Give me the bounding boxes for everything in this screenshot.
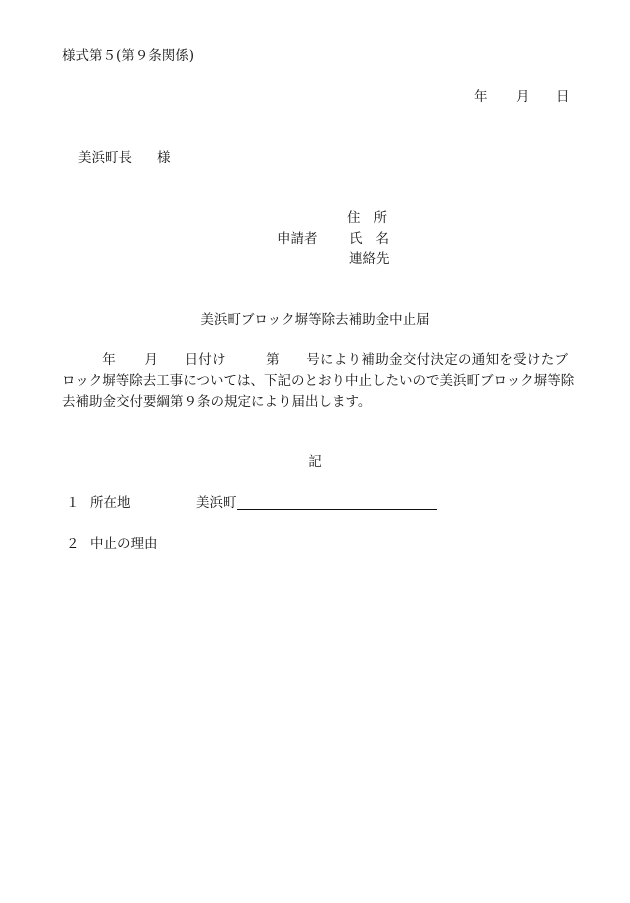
body-line-1-rest: 号により補助金交付決定の通知を受けたブ — [305, 352, 569, 368]
document-title: 美浜町ブロック塀等除去補助金中止届 — [200, 312, 430, 328]
body-year-label: 年 — [102, 352, 117, 368]
body-paragraph — [62, 350, 575, 413]
body-line-2: ロック塀等除去工事については、下記のとおり中止したいので美浜町ブロック塀等除 — [62, 373, 575, 389]
form-number: 様式第５(第９条関係) — [62, 48, 195, 64]
item-1-number: １ — [66, 495, 80, 511]
body-month-label: 月 — [144, 352, 159, 368]
date-year-label: 年 — [474, 89, 488, 105]
applicant-label: 申請者 — [277, 231, 318, 247]
item-2-label: 中止の理由 — [90, 536, 158, 552]
addressee-name: 美浜町長 — [78, 150, 132, 166]
addressee-honorific: 様 — [157, 150, 171, 166]
item-1-town: 美浜町 — [196, 495, 237, 511]
date-day-label: 日 — [556, 89, 570, 105]
item-2-number: ２ — [66, 536, 80, 552]
applicant-address-label: 住所 — [347, 210, 387, 226]
date-month-label: 月 — [516, 89, 530, 105]
item-1-label: 所在地 — [90, 495, 131, 511]
body-dai-label: 第 — [265, 352, 280, 368]
body-dated-label: 日付け — [184, 352, 226, 368]
body-line-1 — [62, 350, 568, 371]
applicant-name-label: 氏名 — [349, 231, 389, 247]
location-blank-line — [237, 509, 437, 510]
applicant-contact-label: 連絡先 — [349, 251, 390, 267]
body-line-3: 去補助金交付要綱第９条の規定により届出します。 — [62, 394, 372, 410]
ki-heading: 記 — [308, 454, 322, 470]
